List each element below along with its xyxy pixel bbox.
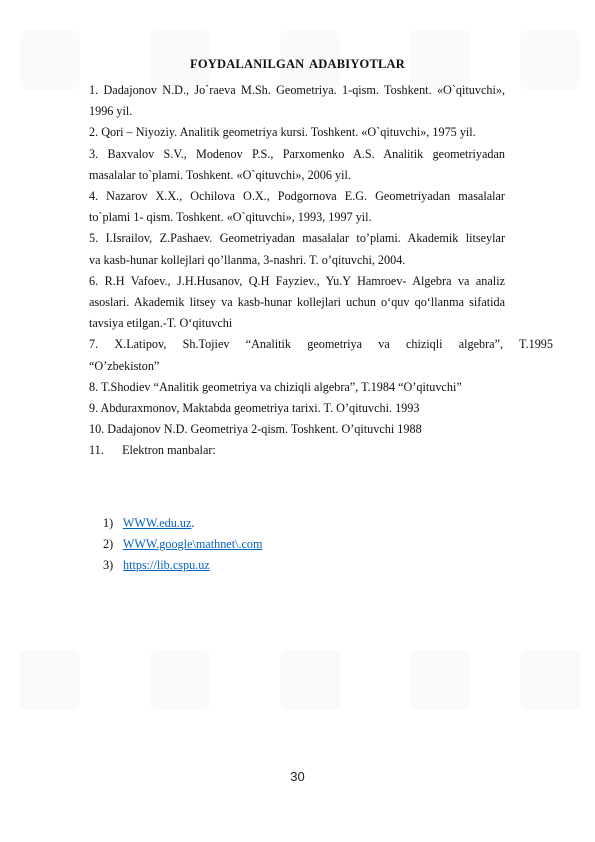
reference-1-line-1: 1. Dadajonov N.D., Jo`raeva M.Sh. Geometriya. 1-qism. Toshkent. «O`qituvchi», — [89, 83, 505, 97]
reference-4-line-2: to`plami 1- qism. Toshkent. «O`qituvchi», 1993, 1997 yil. — [89, 210, 372, 225]
page-number: 30 — [290, 769, 305, 784]
watermark-logo — [150, 650, 210, 710]
link-edu-uz[interactable]: WWW.edu.uz — [122, 516, 192, 530]
reference-7-line-2: “O’zbekiston” — [89, 358, 160, 373]
reference-5-line-2: va kasb-hunar kollejlari qo’llanma, 3-nashri. T. o’qituvchi, 2004. — [89, 252, 406, 267]
watermark-logo — [410, 650, 470, 710]
watermark-logo — [20, 650, 80, 710]
page-title: FOYDALANILGAN ADABIYOTLAR — [189, 57, 405, 71]
reference-6-line-2: asoslari. Akademik litsey va kasb-hunar kollejlari uchun o‘quv qo‘llanma sifatida — [89, 295, 505, 310]
link-suffix: . — [191, 516, 195, 530]
list-item — [103, 555, 263, 576]
reference-10-line-1: 10. Dadajonov N.D. Geometriya 2-qism. Toshkent. O’qituvchi 1988 — [89, 422, 422, 437]
electronic-sources-list — [103, 513, 263, 577]
reference-6-line-3: tavsiya etilgan.-T. O‘qituvchi — [89, 316, 233, 331]
reference-8-line-1: 8. T.Shodiev “Analitik geometriya va chiziqli algebra”, T.1984 “O’qituvchi” — [89, 379, 462, 394]
list-item-number: 3) — [103, 558, 114, 573]
list-item-number: 1) — [103, 516, 114, 530]
list-item — [103, 534, 263, 555]
reference-3-line-1: 3. Baxvalov S.V., Modenov P.S., Parxomenko A.S. Analitik geometriyadan — [89, 146, 505, 161]
reference-list — [89, 80, 553, 462]
list-item-number: 2) — [103, 537, 114, 552]
reference-6-line-1: 6. R.H Vafoev., J.H.Husanov, Q.H Fayziev., Yu.Y Hamroev- Algebra va analiz — [89, 273, 505, 288]
reference-3-line-2: masalalar to`plami. Toshkent. «O`qituvchi», 2006 yil. — [89, 167, 351, 182]
link-google-mathnet[interactable]: WWW.google\mathnet\.com — [122, 537, 263, 552]
link-lib-cspu[interactable]: https://lib.cspu.uz — [123, 558, 210, 573]
list-item — [103, 513, 263, 534]
reference-9-line-1: 9. Abduraxmonov, Maktabda geometriya tarixi. T. O’qituvchi. 1993 — [89, 401, 420, 416]
reference-4-line-1: 4. Nazarov X.X., Ochilova O.X., Podgornova E.G. Geometriyadan masalalar — [89, 189, 505, 204]
reference-1-line-2: 1996 yil. — [89, 104, 133, 119]
watermark-logo — [520, 650, 580, 710]
reference-2-line-1: 2. Qori – Niyoziy. Analitik geometriya kursi. Toshkent. «O`qituvchi», 1975 yil. — [89, 125, 476, 140]
reference-11-line-1: 11. Elektron manbalar: — [89, 443, 216, 458]
reference-7-line-1: 7. X.Latipov, Sh.Tojiev “Analitik geometriya va chiziqli algebra”, T.1995 — [89, 337, 553, 352]
reference-5-line-1: 5. I.Israilov, Z.Pashaev. Geometriyadan masalalar to’plami. Akademik litseylar — [89, 231, 505, 246]
watermark-logo — [280, 650, 340, 710]
